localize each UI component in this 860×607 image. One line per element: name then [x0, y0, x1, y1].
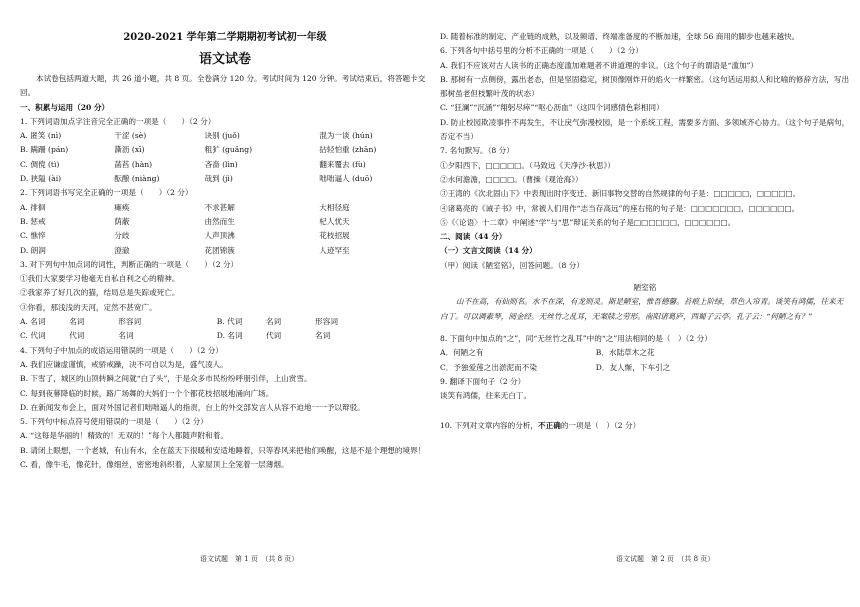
question-10 — [440, 419, 850, 433]
option-row — [20, 172, 430, 186]
option-cell: B. 惩戒 — [20, 216, 46, 226]
option-cell: 名词 — [118, 331, 134, 341]
option-cell: 人迹罕至 — [319, 245, 350, 255]
question-9-sentence: 谈笑有鸿儒，往来无白丁。 — [440, 391, 532, 401]
option-row — [440, 346, 850, 360]
option-row — [20, 215, 430, 229]
option-row — [20, 143, 430, 157]
option-cell: C. 倜傥 (tì) — [20, 159, 60, 169]
option-cell: 吝啬 (lìn) — [204, 159, 238, 169]
question-10-suffix: 的一项是（ ）（2 分） — [560, 421, 641, 431]
option-cell: 由然而生 — [204, 216, 235, 226]
section-heading-1: 一、积累与运用（20 分） — [20, 102, 110, 112]
option-cell: 名词 — [69, 317, 85, 327]
poem-title: 陋室铭 — [633, 283, 657, 293]
text-line: C. 每到夜幕降临的时候，路广场舞的大妈们一个个都花枝招展地涌向广场。 — [20, 388, 274, 398]
text-line: A. “这每是华丽的！精致的！无双的！”每个人都随声附和着。 — [20, 431, 228, 441]
option-cell: 酝酿 (niàng) — [114, 174, 160, 184]
question-1-options — [20, 129, 430, 186]
question-5-options — [20, 429, 430, 472]
poem-text: 山不在高，有仙则名。水不在深，有龙则灵。斯是陋室，惟吾德馨。苔痕上阶绿，草色入帘青。谈笑有鸿儒，往来无白丁。可以调素琴，阅金经。无丝竹之乱耳，无案牍之劳形。南阳诸葛庐，西蜀子云亭。孔子云：“何陋之有？” — [440, 297, 844, 321]
text-line: ①夕阳西下，□□□□□。（马致远《天净沙·秋思》） — [440, 160, 615, 170]
option-cell: C．予独爱莲之出淤泥而不染 — [440, 362, 537, 372]
text-line: B. 请闭上眼想，一个老城，有山有水，全在蓝天下很暖和安适地睡着，只等春风来把他们唤醒，这是不是个理想的境界！ — [20, 445, 426, 455]
option-cell: 菡萏 (hàn) — [114, 159, 153, 169]
subsection-heading-1: （一）文言文阅读（14 分） — [440, 246, 537, 256]
text-line: ②我家养了好几次的猫，结局总是失踪或死亡。 — [20, 288, 180, 298]
page-right — [440, 30, 850, 590]
option-row — [20, 201, 430, 215]
option-cell: B. 蹒跚 (pán) — [20, 145, 69, 155]
option-cell: D．友人惭，下车引之 — [595, 362, 671, 372]
option-cell: 形容词 — [315, 317, 338, 327]
text-line: ③你看，那浅浅的天河，定然不甚宽广。 — [20, 302, 157, 312]
option-cell: D. 朗润 — [20, 245, 46, 255]
option-cell: C. 憔悴 — [20, 231, 46, 241]
option-cell: 大相径庭 — [319, 202, 350, 212]
option-cell: 咄咄逼人 (duō) — [319, 174, 373, 184]
option-cell: D. 名词 — [216, 331, 243, 341]
question-1: 1. 下列词语加点字注音完全正确的一项是（ ）（2 分） — [20, 116, 216, 126]
option-cell: 代词 — [265, 331, 282, 341]
text-line: B. 那树有一点侧傍，露出老态，但是坚固稳定，树顶像刚炸开的焰火一样繁密。（这句话运用拟人和比喻的修辞方法，写出那树虽老但枝繁叶茂的状态） — [440, 74, 850, 99]
option-row — [20, 129, 430, 143]
question-10-emphasis: 不正确 — [538, 421, 561, 431]
question-3-options — [20, 315, 430, 344]
question-2: 2. 下列词语书写完全正确的一项是（ ）（2 分） — [20, 188, 193, 198]
option-cell: 名词 — [315, 331, 331, 341]
option-cell: 花团锦簇 — [204, 245, 235, 255]
text-line: A. 我们不应该对古人读书的正确态度滥加难题者不讲道理的非议。（这个句子的谓语是“滥加”） — [440, 60, 759, 70]
question-7: 7. 名句默写。（8 分） — [440, 146, 514, 156]
text-line: ②水何澹澹，□□□□。（曹操《观沧海》） — [440, 174, 583, 184]
exam-subtitle: 语文试卷 — [198, 52, 251, 67]
question-4-options — [20, 358, 430, 415]
question-7-items — [440, 159, 850, 230]
exam-intro: 本试卷包括两道大题，共 26 道小题，共 8 页。全卷满分 120 分。考试时间为 120 分钟。考试结束后，将答题卡交回。 — [20, 74, 426, 98]
option-cell: 澌沥 (xī) — [114, 145, 145, 155]
option-cell: 分歧 — [114, 231, 130, 241]
option-cell: 混为一谈 (hún) — [319, 131, 373, 141]
text-line: A. 我们应谦虚谨慎，戒骄戒躁，决不可自以为是，盛气凌人。 — [20, 359, 228, 369]
text-line: ④诸葛亮的《诫子书》中，常被人们用作“志当存高远”的座右铭的句子是：□□□□□□□，□□□□□□。 — [440, 203, 800, 213]
exam-title: 2020-2021 学年第二学期期初考试初一年级 — [123, 32, 327, 43]
option-cell: 澄澈 — [114, 245, 130, 255]
question-5-option-d: D. 随着标准的制定、产业链的成熟，以及频谱、终端准备度的不断加速，全球 56 商用的脚步也越来越快。 — [440, 32, 800, 41]
question-10-prefix: 10. 下列对文章内容的分析， — [440, 421, 539, 431]
text-line: C. “狂澜”“沉涵”“翔躬尽瘁”“呕心沥血”（这四个词感情色彩相同） — [440, 103, 664, 113]
option-cell: 代词 — [69, 331, 85, 341]
page-left — [20, 30, 430, 590]
section-heading-2: 二、阅读（44 分） — [440, 232, 507, 242]
option-cell: 荫蔽 — [114, 216, 130, 226]
option-row — [20, 315, 430, 329]
question-6-options — [440, 59, 850, 145]
page-footer-right: 语文试题 第 2 页 （共 8 页） — [616, 555, 715, 563]
option-cell: 翻来覆去 (fù) — [319, 159, 366, 169]
page-footer-left: 语文试题 第 1 页 （共 8 页） — [200, 555, 299, 563]
text-line: B. 下雪了，城区的山顶转瞬之间就“白了头”，于是众多市民纷纷呼朋引伴，上山赏雪。 — [20, 374, 312, 384]
question-3: 3. 对下列句中加点词的词性，判断正确的一项是（ ）（2 分） — [20, 259, 239, 269]
option-cell: 形容词 — [118, 317, 142, 327]
text-line: ①我们大家要学习他毫无自私自利之心的精神。 — [20, 274, 180, 284]
option-cell: 诀别 (juǒ) — [204, 131, 240, 141]
option-cell: 花枝招展 — [319, 231, 350, 241]
question-2-options — [20, 201, 430, 258]
text-line: D. 在新闻发布会上，面对外国记者们咄咄逼人的指责，台上的外交部发言人从容不迫地一一予以辩驳。 — [20, 402, 365, 412]
option-row — [20, 158, 430, 172]
question-8-options — [440, 346, 850, 375]
option-cell: 哉到 (jì) — [204, 174, 233, 184]
option-row — [20, 244, 430, 258]
option-cell: 拈轻怕重 (zhān) — [319, 145, 377, 155]
subsection-desc: （甲）阅读《陋室铭》，回答问题。（8 分） — [440, 260, 584, 270]
option-cell: 人声顶沸 — [204, 231, 235, 241]
option-row — [440, 361, 850, 375]
option-cell: 杞人忧天 — [319, 216, 350, 226]
option-cell: A. 徘徊 — [20, 202, 46, 212]
option-cell: C. 代词 — [20, 331, 46, 341]
question-4: 4. 下列句子中加点的成语运用错误的一项是（ ）（2 分） — [20, 345, 223, 355]
option-cell: B. 代词 — [216, 317, 243, 327]
text-line: ⑤《〈论语〉十二章》中阐述“学”与“思”辩证关系的句子是□□□□□□，□□□□□□。 — [440, 217, 736, 227]
option-cell: 瘫痪 — [114, 202, 130, 212]
option-cell: A．何陋之有 — [440, 348, 484, 358]
option-cell: A. 名词 — [20, 317, 46, 327]
option-cell: 不求甚解 — [204, 202, 235, 212]
question-3-sentences — [20, 272, 430, 315]
text-line: ③王湾的《次北固山下》中表现出时序变迁、新旧事物交替的自然规律的句子是：□□□□□，□□□□□。 — [440, 189, 801, 199]
option-cell: 名词 — [265, 317, 282, 327]
option-row — [20, 329, 430, 343]
question-9: 9. 翻译下面句子（2 分） — [440, 376, 526, 386]
option-cell: 粗犷 (guǎng) — [204, 145, 253, 155]
question-8: 8. 下面句中加点的“之”，同“无丝竹之乱耳”中的“之”用法相同的是（ ）（2 分） — [440, 333, 712, 343]
option-row — [20, 229, 430, 243]
text-line: C. 看，像牛毛，像花针，像细丝，密密地斜织着，人家屋顶上全笼着一层薄烟。 — [20, 460, 289, 470]
option-cell: D. 狭隘 (ài) — [20, 174, 62, 184]
text-line: D. 防止校园欺凌事件不再发生，不让戾气弥漫校园，是一个系统工程，需要多方面、多领域齐心协力。（这个句子是病句，否定不当） — [440, 117, 850, 142]
option-cell: A. 匿笑 (nì) — [20, 131, 62, 141]
question-6: 6. 下列各句中括号里的分析不正确的一项是（ ）（2 分） — [440, 46, 643, 56]
question-5: 5. 下列句中标点符号使用错误的一项是（ ）（2 分） — [20, 417, 208, 427]
option-cell: B．水陆草木之花 — [595, 348, 655, 358]
option-cell: 干涩 (sè) — [114, 131, 147, 141]
